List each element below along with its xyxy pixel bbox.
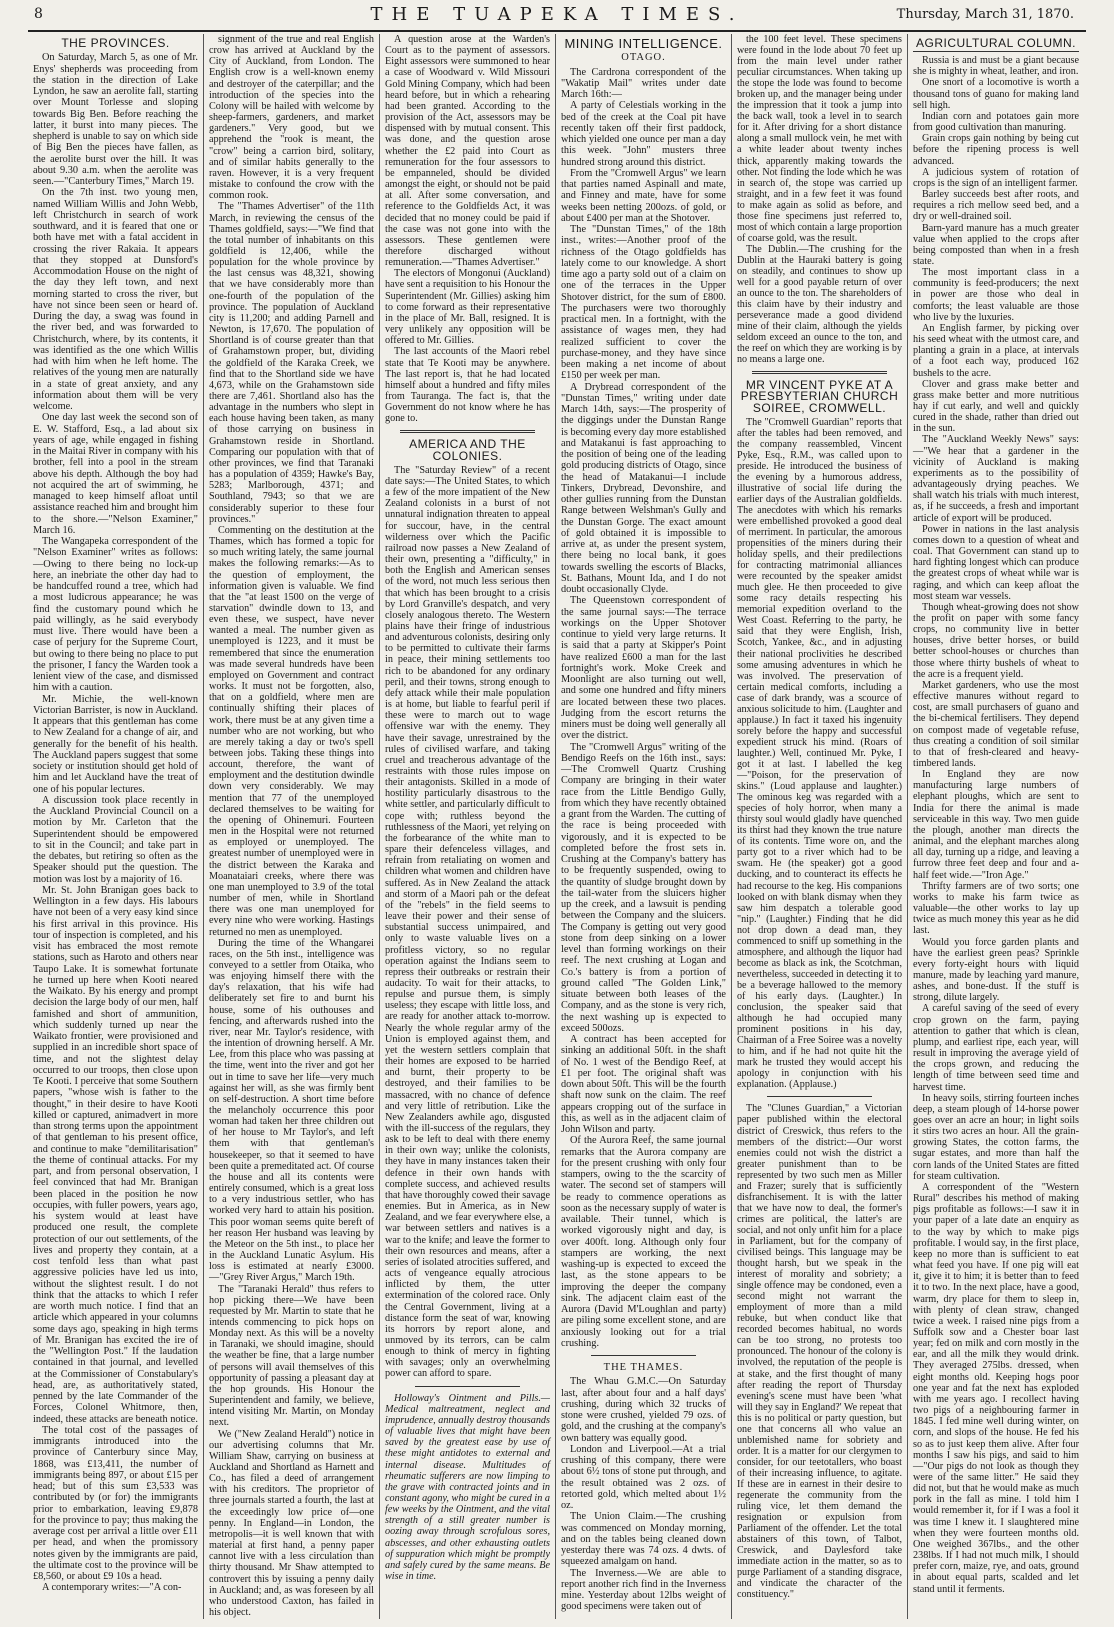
section-heading: MINING INTELLIGENCE. — [564, 36, 723, 51]
article-paragraph: We ("New Zealand Herald") notice in our advertising columns that Mr. William Shaw, carrying on business at Auckland and Shortland as Harnett and Co., has filed a deed of arrangement with his creditors. The proprietor of three journals started a fourth, the last at the exceedingly low price of—one penny. In England—in London, the metropolis—it is well known that with material at first hand, a penny paper cannot live with a less circulation than thirty thousand. Mr Shaw attempted to controvert this by issuing a penny daily in Auckland; and, as was foreseen by all who understood Caxton, has failed in his object. — [209, 1428, 374, 1619]
article-paragraph: The "Thames Advertiser" of the 11th March, in reviewing the census of the Thames goldfield, says:—"We find that the total number of inhabitants on this goldfield is 12,406, while the population for the whole province by the last census was 48,321, showing that we have considerably more than one-fourth of the population of the province. The population of Auckland city is 11,200; and adding Parnell and Newton, is 17,670. The population of Shortland is of course greater than that of Grahamstown proper, but, dividing the goldfield of the Karaka Creek, we find that to the Shortland side we have 4,673, while on the Grahamstown side there are 7,461. Shortland also has the advantage in the numbers who slept in each house having been taken, as many of those carrying on business in Grahamstown reside in Shortland. Comparing our population with that of other provinces, we find that Taranaki has a population of 4359; Hawke's Bay, 5283; Marlborough, 4371; and Southland, 7943; so that we are considerably superior to these four provinces." — [209, 201, 374, 525]
column-3 — [380, 34, 556, 1619]
article-paragraph: Russia is and must be a giant because she is mighty in wheat, leather, and iron. — [913, 55, 1079, 78]
article-paragraph: The "Saturday Review" of a recent date says:—The United States, to which a few of the more impatient of the New Zealand colonists in a burst of not unnatural indignation threaten to appeal for succour, have, in the central wilderness over which the Pacific railroad now passes a New Zealand of their own, presenting a "difficulty," in both the English and American senses of the word, not much less serious then that which has been brought to a crisis by Lord Granville's despatch, and very closely analogous thereto. The Western plains have their fringe of industrious and adventurous colonists, desiring only to be permitted to cultivate their farms in peace, their mining settlements too rich to be abandoned for any ordinary peril, and their towns, strong enough to defy attack while their male population is at home, but liable to fearful peril if these were to march out to wage offensive war with the enemy. They have their savage, unrestrained by the rules of civilised warfare, and taking cruel and treacherous advantage of the restraints with those rules impose on their antagonists. Skilled in a mode of hostility particularly disastrous to the white settler, and particularly difficult to cope with; ruthless beyond the ruthlessness of the Maori, yet relying on the forbearance of the white man to spare their defenceless villages, and refrain from retaliating on women and children what women and children have suffered. As in New Zealand the attack and storm of a Maori pah or the defeat of the "rebels" in the field seems to leave their power and their sense of substantial success unimpaired, and only to waste valuable lives on a profitless victory, so no regular operation against the Indians seem to repress their outbreaks or restrain their audacity. To wait for their attacks, to repulse and pursue them, is simply useless; they escape with little loss, and are ready for another attack to-morrow. Nearly the whole regular army of the Union is employed against them, and yet the western settlers complain that their homes are exposed to be harried and burnt, their property to be destroyed, and their families to be massacred, with no chance of defence and very little of retribution. Like the New Zealanders awhile ago, disgusted with the ill-success of the regulars, they ask to be left to deal with there enemy in their own way; unlike the colonists, they have in many instances taken their defence in their own hands with complete success, and achieved results that have thoroughly cowed their savage enemies. But in America, as in New Zealand, and we fear everywhere else, a war between settlers and natives is a war to the knife; and leave the former to their own resources and means, after a series of isolated atrocities suffered, and acts of vengeance equally atrocious inflicted by them, the utter extermination of the colored race. Only the Central Government, living at a distance form the seat of war, knowing its horrors by report alone, and unmoved by its terrors, can be calm enough to think of mercy in fighting with savages; only an overwhelming power can afford to spare. — [385, 464, 550, 1380]
article-paragraph: A party of Celestials working in the bed of the creek at the Coal pit have recently taken off their first paddock, which yielded one ounce per man a day this week. "John" musters three hundred strong around this district. — [561, 100, 726, 168]
article-paragraph: The "Auckland Weekly News" says:—"We hear that a gardener in the vicinity of Auckland is making experiments as to the possibility of advantageously drying peaches. We shall watch his trials with much interest, as, if he succeeds, a fresh and important article of export will be produced. — [913, 434, 1079, 524]
double-separator-rule — [752, 371, 887, 374]
newspaper-title: THE TUAPEKA TIMES. — [370, 4, 744, 25]
article-paragraph: Grain crops gain nothing by being cut before the ripening process is well advanced. — [913, 133, 1079, 167]
article-paragraph: Holloway's Ointment and Pills.—Medical maltreatment, neglect and imprudence, annually destroy thousands of valuable lives that might have been saved by the greatest ease by use of these might antidotes to external and internal disease. Multitudes of rheumatic sufferers are now limping to the grave with contracted joints and in constant agony, who might be cured in a few weeks by the Ointment, and the vital strength of a still greater number is oozing away through scrofulous sores, abscesses, and other exhausting outlets of suppuration which might be promptly and safely cured by the same means. Be wise in time. — [385, 1392, 550, 1583]
article-paragraph: During the time of the Whangarei races, on the 5th inst., intelligence was conveyed to a settler from Otaika, who was enjoying himself there with the day's relaxation, that his wife had deliberately set fire to and burnt his house, some of his outhouses and fencing, and afterwards rushed into the river, near Mr. Taylor's residence, with the intention of drowning herself. A Mr. Lee, from this place who was passing at the time, went into the river and got her out in time to save her life—very much against her will, as she was firmly bent on self-destruction. A short time before the melancholy occurrence this poor woman had taken her three children out of her house to Mr Taylor's, and left them with that gentleman's housekeeper, so that it seemed to have been quite a premeditated act. Of course the house and all its contents were entirely consumed, which is a great loss to a very industrious settler, who has worked very hard to attain his position. This poor woman seems quite bereft of her reason Her husband was leaving by the Meteor on the 5th inst., to place her in the Auckland Lunatic Asylum. His loss is estimated at nearly £3000.—"Grey River Argus," March 19th. — [209, 937, 374, 1284]
article-paragraph: The "Clunes Guardian," a Victorian paper published within the electoral district of Creswick, thus refers to the members of the district:—Our worst enemies could not wish the district a greater punishment than to be represented by two such men as Miller and Frazer; surely that is sufficiently disfranchisement. It is with the latter that we have now to deal, the former's crimes are political, the latter's are social, and not only unfit him for a place in Parliament, but for the company of civilised beings. This language may be thought harsh, but we speak in the interest of morality and sobriety; a single offence may be condoned, even a second might not warrant the employment of more than a mild rebuke, but when conduct like that recorded becomes habitual, no words can be too strong, no protests too pronounced. The honour of the colony is involved, the reputation of the people is at stake, and the first thought of many after reading the report of Thursday evening's scene must have been 'what will they say in England?' We repeat that this is no political or party question, but one that concerns all who value an unblemished name for sobriety and order. It is a matter for our clergymen to consider, for our teetotallers, who boast of their increasing influence, to agitate. If these are in earnest in their desire to regenerate the community from the ruling vice, let them demand the resignation or expulsion from Parliament of the offender. Let the total abstainers of this town, of Talbot, Creswick, and Daylesford take immediate action in the matter, so as to purge Parliament of a standing disgrace, and vindicate the character of the constituency." — [737, 1103, 902, 1601]
article-paragraph: One snort of a locomotive is worth a thousand tons of guano for making land sell high. — [913, 77, 1079, 111]
section-heading: MR VINCENT PYKE AT A PRESBYTERIAN CHURCH SOIREE, CROMWELL. — [740, 378, 899, 415]
sub-heading: THE THAMES. — [603, 1362, 684, 1373]
article-paragraph: Market gardeners, who use the most effective manures without regard to cost, are small purchasers of guano and the bi-chemical fertilisers. They depend on compost made of vegetable refuse, thus creating a condition of soil similar to that of fresh-cleared and heavy-timbered lands. — [913, 679, 1079, 769]
article-paragraph: Of the Aurora Reef, the same journal remarks that the Aurora company are for the present crushing with only four stampers, owing to the the scarcity of water. The second set of stampers will be ready to commence operations as soon as the necessary supply of water is available. Their tunnel, which is worked vigorously night and day, is over 400ft. long. Although only four stampers are working, the next washing-up is expected to exceed the last, as the stone appears to be improving the deeper the company sink. The adjacent claim east of the Aurora (David M'Loughlan and party) are piling some excellent stone, and are anxiously looking out for a trial crushing. — [561, 1135, 726, 1349]
separator-rule — [591, 1355, 696, 1356]
column-4 — [556, 34, 732, 1619]
article-paragraph: Clover and grass make better and grass make better and more nutritious hay if cut early, and well and quickly cured in the shade, rather than dried out in the sun. — [913, 378, 1079, 435]
issue-date: Thursday, March 31, 1870. — [896, 7, 1074, 22]
article-paragraph: The most important class in a community is feed-producers; the next in power are those who deal in comforts; the least valuable are those who live by the luxuries. — [913, 267, 1079, 323]
article-paragraph: The "Dunstan Times," of the 18th inst., writes:—Another proof of the richness of the Otago goldfields has lately come to our knowledge. A short time ago a party sold out of a claim on one of the terraces in the Upper Shotover district, for the sum of £800. The purchasers were two thoroughly practical men. In a fortnight, with the assistance of wages men, they had realized sufficient to cover the purchase-money, and they have since been making a net income of about £150 per week per man. — [561, 224, 726, 382]
article-paragraph: Though wheat-growing does not show the profit on paper with some fancy crops, no community live in better houses, drive better horses, or build better school-houses or churches than those where thirty bushels of wheat to the acre is a frequent yield. — [913, 601, 1079, 680]
article-paragraph: Barley succeeds best after roots, and requires a rich mellow seed bed, and a dry or well-drained soil. — [913, 189, 1079, 223]
article-paragraph: The Dublin.—The crushing for the Dublin at the Hauraki battery is going on steadily, and continues to show up well for a good payable return of over an ounce to the ton. The shareholders of this claim have by their industry and perseverance made a good dividend mine of their claim, although the yields seldom exceed an ounce to the ton, and the reef on which they are working is by no means a large one. — [737, 243, 902, 366]
article-paragraph: The Queenstown correspondent of the same journal says:—The terrace workings on the Upper Shotover continue to yield very large returns. It is said that a party at Skipper's Point have realized £600 a man for the last fortnight's work. Moke Creek and Moonlight are also turning out well, and some one hundred and fifty miners are located between these two places. Judging from the escort returns the miners must be doing well generally all over the district. — [561, 595, 726, 742]
article-paragraph: signment of the true and real English crow has arrived at Auckland by the City of Auckland, from London. The English crow is a well-known enemy and destroyer of the caterpillar; and the introduction of the species into the Colony will be hailed with welcome by sheep-farmers, gardeners, and market gardeners." Very good, but we apprehend the "rook is meant, the "crow" being a carrion bird, solitary, and of similar habits generally to the raven. However, it is a very frequent mistake to confound the crow with the common rook. — [209, 34, 374, 202]
article-paragraph: A discussion took place recently in the Auckland Provincial Council on a motion by Mr. Carleton that the Superintendent should be empowered to sit in the Council; and take part in the debates, but retiring so often as the Speaker should put the question. The motion was lost by a majority of 16. — [33, 794, 198, 885]
article-paragraph: Barn-yard manure has a much greater value when applied to the crops after being composted than when in a fresh state. — [913, 222, 1079, 267]
article-paragraph: The last accounts of the Maori rebel state that Te Kooti may be anywhere. The last report is, that he had located himself about a hundred and fifty miles from Tauranga. The fact is, that the Government do not know where he has gone to. — [385, 346, 550, 425]
separator-rule — [415, 1386, 520, 1387]
masthead-rule — [28, 30, 1086, 32]
article-paragraph: In England they are now manufacturing large numbers of elephant ploughs, which are sent to India for there the animal is made serviceable in this way. Two men guide the plough, another man directs the animal, and the elephant marches along all day, turning up a ridge, and leaving a furrow three feet deep and four and a-half feet wide.—"Iron Age." — [913, 769, 1079, 881]
page-number: 8 — [34, 6, 43, 22]
article-paragraph: Power in nations in the last analysis comes down to a question of wheat and coal. That Government can stand up to hard fighting longest which can produce the greatest crops of wheat while war is raging, and which can keep afloat the most steam war vessels. — [913, 523, 1079, 602]
article-paragraph: The "Taranaki Herald" thus refers to hop picking there—We have been requested by Mr. Martin to state that he intends commencing to pick hops on Monday next. As this will be a novelty in Taranaki, we should imagine, should the weather be fine, that a large number of persons will avail themselves of this opportunity of passing a pleasant day at the hop grounds. His Honour the Superintendent and family, we believe, intend visiting Mr. Martin, on Monday next. — [209, 1283, 374, 1429]
article-paragraph: Commenting on the destitution at the Thames, which has formed a topic for so much writing lately, the same journal makes the following remarks:—As to the question of employment, the information given is valuable. We find that the "at least 1500 on the verge of starvation" dwindle down to 13, and even these, we suspect, have never wanted a meal. The number given as unemployed is 1223, and it must be remembered that since the enumeration was made several hundreds have been employed on Government and contract works. It must not be forgotten, also, that on a goldfield, where men are continually shifting their places of work, there must be at any given time a number who are not working, but who are merely taking a day or two's spell between jobs. Taking these things into account, therefore, the want of employment and the destitution dwindle down very considerably. We may mention that 77 of the unemployed declared themselves to be waiting for the opening of Ohinemuri. Fourteen men in the Hospital were not returned as employed or unemployed. The greatest number of unemployed were in the district between the Karaka and Moanataiari creeks, where there was one man unemployed to 3.9 of the total number of men, while in Shortland there was one man unemployed for every nine who were working. Hastings returned no men as unemployed. — [209, 524, 374, 938]
article-paragraph: On Saturday, March 5, as one of Mr. Enys' shepherds was proceeding from the station in the direction of Lake Lyndon, he saw an aerolite fall, starting over Mount Torlesse and sloping towards Big Ben. Before reaching the latter, it burst into many pieces. The shepherd is unable to say on which side of Big Ben the pieces have fallen, as the aerolite burst over the hill. It was about 9.30 a.m. when the aerolite was seen.—"Canterbury Times," March 19. — [33, 52, 198, 187]
article-paragraph: One day last week the second son of E. W. Stafford, Esq., a lad about six years of age, while engaged in fishing in the Maitai River in company with his brother, fell into a pool in the stream above his depth. Although the boy had not acquired the art of swimming, he managed to keep himself afloat until assistance reached him and brought him to the shore.—"Nelson Examiner," March 16. — [33, 412, 198, 536]
separator-rule — [767, 1096, 872, 1097]
article-paragraph: London and Liverpool.—At a trial crushing of this company, there were about 6½ tons of stone put through, and the result obtained was 2 ozs. of retorted gold, which melted about 1½ oz. — [561, 1443, 726, 1511]
column-6 — [908, 34, 1084, 1619]
article-paragraph: The total cost of the passages of immigrants introduced into the province of Canterbury since May, 1868, was £13,411, the number of immigrants being 897, or about £15 per head; but of this sum £3,533 was contributed by (or for) the immigrants prior to embarkation, leaving £9,878 for the province to pay; thus making the average cost per arrival a little over £11 per head, and when the promissory notes given by the immigrants are paid, the ultimate cost to the province will be £8,560, or about £9 10s a head. — [33, 1424, 198, 1582]
column-1 — [28, 34, 204, 1619]
article-paragraph: A question arose at the Warden's Court as to the payment of assessors. Eight assessors were summoned to hear a case of Woodward v. Wild Missouri Gold Mining Company, which had been heard before, but in which a rehearing had been granted. According to the provision of the Act, assessors may be dispensed with by mutual consent. This was done, and the question arose whether the £2 paid into Court as remuneration for the four assessors to be empanneled, should be divided amongst the eight, or should not be paid at all. After some conversation, and reference to the Goldfields Act, it was decided that no money could be paid if the case was not gone into with the assessors. These gentlemen were therefore discharged without remuneration.—"Thames Advertiser." — [385, 34, 550, 269]
double-separator-rule — [400, 430, 535, 433]
section-heading: AMERICA AND THE COLONIES. — [409, 437, 526, 463]
article-paragraph: Would you force garden plants and have the earliest green peas? Sprinkle every forty-eight hours with liquid manure, made by leaching yard manure, ashes, and bone-dust. If the stuff is strong, dilute largely. — [913, 936, 1079, 1004]
article-paragraph: The Cardrona correspondent of the "Wakatip Mail" writes under date March 16th:— — [561, 66, 726, 100]
article-paragraph: The Whau G.M.C.—On Saturday last, after about four and a half days' crushing, during which 32 trucks of stone were crushed, yielded 79 ozs. of gold, and the crushing at the company's own battery was equally good. — [561, 1376, 726, 1444]
column-5 — [732, 34, 908, 1619]
article-paragraph: A correspondent of the "Western Rural" describes his method of making pigs profitable as follows:—I saw it in your paper of a late date an enquiry as to the way by which to make pigs profitable. I would say, in the first place, keep no more than is sufficient to eat what feed you have. If one pig will eat it, give it to him; it is better than to feed it to two. In the next place, have a good, warm, dry place for them to sleep in, with plenty of clean straw, changed twice a week. I raised nine pigs from a Suffolk sow and a Chester boar last year; fed on milk and corn mostly in the ear, and all the milk they would drink. They averaged 275lbs. dressed, when eight months old. Keeping hogs poor one year and fat the next has exploded with me years ago. I recollect having two pigs of a neighbouring farmer in 1845. I fed mine well during winter, on corn, and slops of the house. He fed his so as to just keep them alive. After four months I saw his pigs, and said to him—"Our pigs do not look as though they were of the same litter." He said they did not, but that he would make as much pork in the fall as mine. I told him I would remember it, for if I was a fool it was time I knew it. I slaughtered mine when they were fourteen months old. One weighed 367lbs., and the other 238lbs. If I had not much milk, I should prefer corn, maize, rye, and oats, ground in about equal parts, scalded and let stand until it ferments. — [913, 1181, 1079, 1595]
article-paragraph: A contemporary writes:—"A con- — [42, 1582, 182, 1594]
article-paragraph: The electors of Mongonui (Auckland) have sent a requisition to his Honour the Superintendent (Mr. Gillies) asking him to come forward as their representative in the place of Mr. Ball, resigned. It is very unlikely any opposition will be offered to Mr. Gillies. — [385, 268, 550, 347]
article-paragraph: A careful saving of the seed of every crop grown on the farm, paying attention to gather that which is clean, plump, and earliest ripe, each year, will result in improving the average yield of the crops grown, and reducing the length of time between seed time and harvest time. — [913, 1003, 1079, 1093]
article-paragraph: In heavy soils, stirring fourteen inches deep, a steam plough of 14-horse power goes over an acre an hour; in light soils it stirs two acres an hour. All the grain-growing States, the cotton farms, the sugar estates, and more than half the corn lands of the United States are fitted for steam cultivation. — [913, 1092, 1079, 1182]
article-paragraph: A judicious system of rotation of crops is the sign of an intelligent farmer. — [913, 166, 1079, 189]
article-paragraph: Mr. Michie, the well-known Victorian Barrister, is now in Auckland. It appears that this gentleman has come to New Zealand for a change of air, and generally for the benefit of his health. The Auckland papers suggest that some society or institution should get hold of him and let Auckland have the treat of one of his popular lectures. — [33, 693, 198, 795]
article-paragraph: the 100 feet level. These specimens were found in the lode about 70 feet up from the main level under rather peculiar circumstances. When taking up the stope the lode was found to become broken up, and the manager being under the impression that it took a jump into the back wall, took a level in to search for it. After driving for a short distance along a small mullock vein, he met with a white leader about twenty inches thick, apparently making towards the other. Not finding the lode which he was in search of, the stope was carried up straight, and in a few feet it was found to make again as solid as before, and those fine specimens just referred to, most of which contain a large proportion of coarse gold, was the result. — [737, 34, 902, 244]
article-paragraph: The Union Claim.—The crushing was commenced on Monday morning, and on the tables being cleaned down yesterday there was 74 ozs. 4 dwts. of squeezed amalgam on hand. — [561, 1511, 726, 1568]
article-paragraph: Indian corn and potatoes gain more from good cultivation than manuring. — [913, 110, 1079, 134]
article-paragraph: The "Cromwell Guardian" reports that after the tables had been removed, and the company reassembled, Vincent Pyke, Esq., R.M., was called upon to preside. He introduced the business of the evening by a humorous address, illustrative of social life during the earlier days of the Australian goldfields. The anecdotes with which his remarks were embellished provoked a good deal of merriment. In particular, the amorous propensities of the miners during their holiday spells, and their predilections for contracting matrimonial alliances were recounted by the speaker amidst much glee. He then proceeded to give some racy details respecting his memorial expedition overland to the West Coast. Referring to the party, he said that they were English, Irish, Scotch, Yankee, &c., and in adjusting their national proclivities he described some amusing adventures in which he was involved. The preservation of certain medical comforts, including a case of dark brandy, was a scource of anxious solicitude to him. (Laughter and applause.) In fact it taxed his ingenuity sorely before the happy and successful expedient struck his mind. (Roars of laughter.) Well, continued Mr. Pyke, I got it at last. I labelled the keg—"Poison, for the preservation of skins." (Loud applause and laughter.) The ominous keg was regarded with a species of holy horror, when many a thirsty soul would gladly have quenched its thirst had they known the true nature of its contents. Time wore on, and the party got to a river which had to be swam. He (the speaker) got a good ducking, and to counteract its effects he had recourse to the keg. His companions looked on with blank dismay when they saw him despatch a tolerable good "nip." (Laughter.) Finding that he did not drop down a dead man, they commenced to sniff up something in the atmosphere, and although the liquor had become as black as ink, the Scotchman, nevertheless, succeeded in detecting it to be a beverage hallowed to the memory of his early days. (Laughter.) In conclusion, the speaker said that although he had occupied many prominent positions in his day, Chairman of a Free Soiree was a novelty to him, and if he had not quite hit the mark he trusted they would accept his apology in conjunction with his explanation. (Applause.) — [737, 416, 902, 1091]
section-heading: THE PROVINCES. — [61, 36, 170, 50]
article-paragraph: The Wangapeka correspondent of the "Nelson Examiner" writes as follows:—Owing to there being no lock-up here, an inebriate the other day had to be handcuffed round a tree, which had a most ludicrous appearance; he was find the customary pound which he paid willingly, as he said everybody must live. There would have been a case of perjury for the Supreme Court, but owing to there being no place to put the prisoner, I fancy the Warden took a lenient view of the case, and dismissed him with a caution. — [33, 536, 198, 694]
article-paragraph: Mr. St. John Branigan goes back to Wellington in a few days. His labours have not been of a very easy kind since his first arrival in this province. His tour of inspection is completed, and his visit has embraced the most remote stations, such as Haroto and others near Taupo Lake. It is somewhat fortunate he turned up here when Kooti neared the Waikato. By his energy and prompt decision the large body of our men, half famished and short of ammunition, which suddenly turned up near the Waikato frontier, were provisioned and supplied in an incredible short space of time, and not the slightest delay occurred to our troops, then close upon Te Kooti. I perceive that some Southern papers, "whose wish is father to the thought," in their desire to have Kooti killed or captured, animadvert in more than strong terms upon the appointment of that gentleman to his present office, and continue to make "demilitarisation" the theme of continual attacks. For my part, and from personal observation, I feel convinced that had Mr. Branigan been placed in the position he now occupies, with fuller powers, years ago, his system would at least have produced one result, the complete protection of our out settlements, of the lives and property they contain, at a cost tenfold less than what past aggressive policies have led us into, without the slightest result. I do not think that the attacks to which I refer are worth much notice. I find that an article which appeared in your columns some days ago, speaking in high terms of Mr. Branigan has excited the ire of the "Wellington Post." If the laudation contained in that journal, and levelled at the Commissioner of Constabulary's head, are, as authoritatively stated, penned by the late Commander of the Forces, Colonel Whitmore, then, indeed, these attacks are beneath notice. — [33, 884, 198, 1425]
article-paragraph: The "Cromwell Argus" writing of the Bendigo Reefs on the 16th inst., says:—The Cromwell Quartz Crushing Company are bringing in their water race from the Little Bendigo Gully, from which they have recently obtained a grant from the Warden. The cutting of the race is being proceeded with vigorously, and it is expected to be completed before the frost sets in. Crushing at the Company's battery has to be frequently suspended, owing to the quantity of sludge brought down by the tail-water from the sluicers higher up the creek, and a lawsuit is pending between the Company and the sluicers. The Company is getting out very good stone from deep sinking on a lower level than forming workings on their reef. The next crushing at Logan and Co.'s battery is from a portion of ground called "The Golden Link," situate between both leases of the Company, and as the stone is very rich, the next washing up is expected to exceed 500ozs. — [561, 741, 726, 1034]
article-paragraph: A contract has been accepted for sinking an additional 50ft. in the shaft of No. 1 west of the Bendigo Reef, at £1 per foot. The original shaft was down about 50ft. This will be the fourth shaft now sunk on the claim. The reef appears cropping out of the surface in this, as well as in the adjacent claim of John Wilson and party. — [561, 1034, 726, 1135]
article-paragraph: From the "Cromwell Argus" we learn that parties named Aspinall and mate, and Finney and mate, have for some weeks been netting 200ozs. of gold, or about £400 per man at the Shotover. — [561, 167, 726, 224]
article-paragraph: A Drybread correspondent of the "Dunstan Times," writing under date March 14th, says:—The prosperity of the diggings under the Dunstan Range is becoming every day more established and Matakanui is fast approaching to the position of being one of the leading gold producing districts of Otago, since the head of Matakanui—I include Tinkers, Drybread, Devonshire, and other gullies running from the Dunstan Range between Welshman's Gully and the Dunstan Gorge. The exact amount of gold obtained it is impossible to arrive at, as under the present system, there being no local bank, it goes towards swelling the escorts of Blacks, St. Bathans, Mount Ida, and I do not doubt occasionally Clyde. — [561, 381, 726, 595]
masthead — [0, 4, 1114, 26]
article-paragraph: The Inverness.—We are able to report another rich find in the Inverness mine. Yesterday about 12lbs weight of good specimens were taken out of — [561, 1567, 726, 1613]
column-2 — [204, 34, 380, 1619]
article-paragraph: Thrifty farmers are of two sorts; one works to make his farm twice as valuable—the other works to lay up twice as much money this year as he did last. — [913, 880, 1079, 937]
columns-container — [28, 34, 1086, 1619]
article-paragraph: On the 7th inst. two young men, named William Willis and John Webb, left Christchurch in search of work southward, and it is feared that one or both have met with a fatal accident in crossing the river Rakaia. It appears that they stopped at Dunsford's Accommodation House on the night of the day they left town, and next morning started to cross the river, but have not since been seen or heard of. During the day, a swag was found in the river bed, and was forwarded to Christchurch, where, by its contents, it was identified as the one which Willis had with him when he left home. The relatives of the young men are naturally in a state of great anxiety, and any information about them will be very welcome. — [33, 187, 198, 412]
section-heading: AGRICULTURAL COLUMN. — [913, 38, 1079, 52]
article-paragraph: An English farmer, by picking over his seed wheat with the utmost care, and planting a grain in a place, at intervals of a foot each way, produced 162 bushels to the acre. — [913, 322, 1079, 379]
sub-heading: OTAGO. — [621, 52, 666, 64]
